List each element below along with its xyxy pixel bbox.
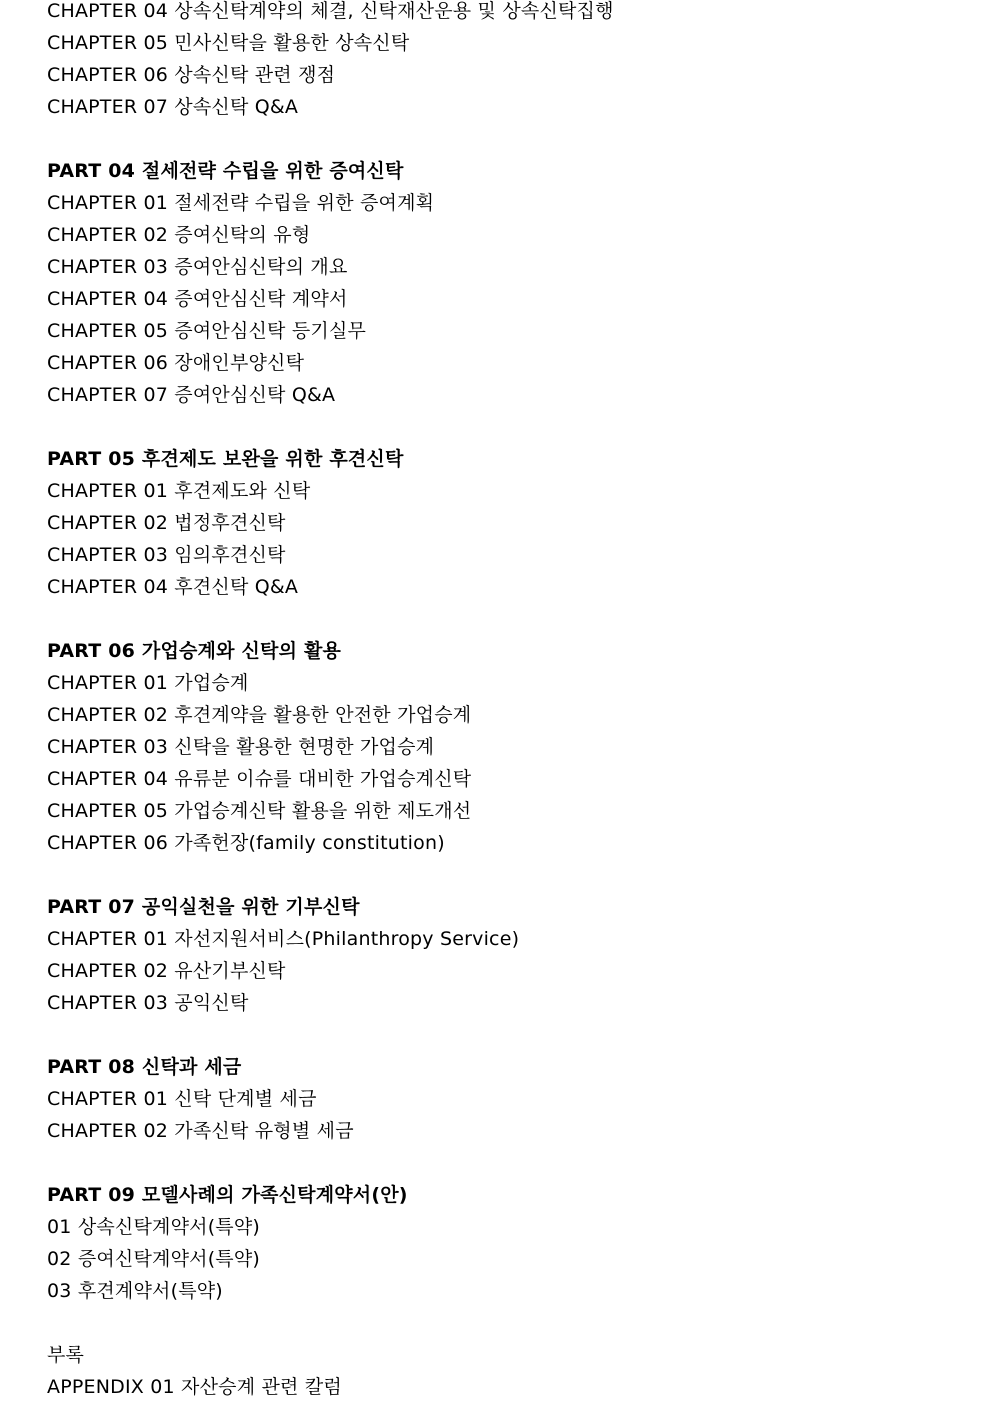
chapter-entry: CHAPTER 01 자선지원서비스(Philanthropy Service): [47, 928, 520, 950]
part-title: PART 06 가업승계와 신탁의 활용: [47, 640, 342, 662]
chapter-entry: CHAPTER 04 상속신탁계약의 체결, 신탁재산운용 및 상속신탁집행: [47, 0, 614, 22]
chapter-entry: CHAPTER 03 공익신탁: [47, 992, 249, 1014]
chapter-entry: CHAPTER 02 가족신탁 유형별 세금: [47, 1120, 354, 1142]
appendix-entry: APPENDIX 01 자산승계 관련 칼럼: [47, 1376, 342, 1398]
chapter-entry: CHAPTER 03 증여안심신탁의 개요: [47, 256, 348, 278]
section-spacer: [47, 1147, 977, 1179]
section-spacer: [47, 1019, 977, 1051]
chapter-entry: CHAPTER 02 후견계약을 활용한 안전한 가업승계: [47, 704, 472, 726]
chapter-entry: CHAPTER 02 증여신탁의 유형: [47, 224, 311, 246]
section-spacer: [47, 859, 977, 891]
chapter-entry: CHAPTER 02 유산기부신탁: [47, 960, 286, 982]
section-spacer: [47, 1307, 977, 1339]
part-title: PART 05 후견제도 보완을 위한 후견신탁: [47, 448, 404, 470]
chapter-entry: CHAPTER 06 상속신탁 관련 쟁점: [47, 64, 336, 86]
part-title: PART 09 모델사례의 가족신탁계약서(안): [47, 1184, 408, 1206]
chapter-entry: CHAPTER 05 민사신탁을 활용한 상속신탁: [47, 32, 410, 54]
chapter-entry: CHAPTER 04 후견신탁 Q&A: [47, 576, 299, 598]
chapter-entry: CHAPTER 04 증여안심신탁 계약서: [47, 288, 348, 310]
chapter-entry: CHAPTER 01 절세전략 수립을 위한 증여계획: [47, 192, 435, 214]
table-of-contents: [47, 0, 977, 1403]
chapter-entry: CHAPTER 06 가족헌장(family constitution): [47, 832, 445, 854]
part-title: PART 08 신탁과 세금: [47, 1056, 242, 1078]
chapter-entry: CHAPTER 07 증여안심신탁 Q&A: [47, 384, 336, 406]
chapter-entry: CHAPTER 04 유류분 이슈를 대비한 가업승계신탁: [47, 768, 472, 790]
chapter-entry: CHAPTER 06 장애인부양신탁: [47, 352, 305, 374]
chapter-entry: CHAPTER 01 가업승계: [47, 672, 249, 694]
chapter-entry: CHAPTER 01 신탁 단계별 세금: [47, 1088, 317, 1110]
section-spacer: [47, 603, 977, 635]
chapter-entry: CHAPTER 05 가업승계신탁 활용을 위한 제도개선: [47, 800, 472, 822]
chapter-entry: CHAPTER 07 상속신탁 Q&A: [47, 96, 299, 118]
chapter-entry: CHAPTER 03 신탁을 활용한 현명한 가업승계: [47, 736, 435, 758]
section-spacer: [47, 411, 977, 443]
appendix-title: 부록: [47, 1344, 85, 1366]
chapter-entry: CHAPTER 02 법정후견신탁: [47, 512, 286, 534]
part-title: PART 07 공익실천을 위한 기부신탁: [47, 896, 360, 918]
chapter-entry: CHAPTER 03 임의후견신탁: [47, 544, 286, 566]
section-spacer: [47, 123, 977, 155]
chapter-entry: 01 상속신탁계약서(특약): [47, 1216, 261, 1238]
chapter-entry: 03 후견계약서(특약): [47, 1280, 223, 1302]
part-title: PART 04 절세전략 수립을 위한 증여신탁: [47, 160, 404, 182]
chapter-entry: 02 증여신탁계약서(특약): [47, 1248, 261, 1270]
chapter-entry: CHAPTER 01 후견제도와 신탁: [47, 480, 311, 502]
chapter-entry: CHAPTER 05 증여안심신탁 등기실무: [47, 320, 367, 342]
